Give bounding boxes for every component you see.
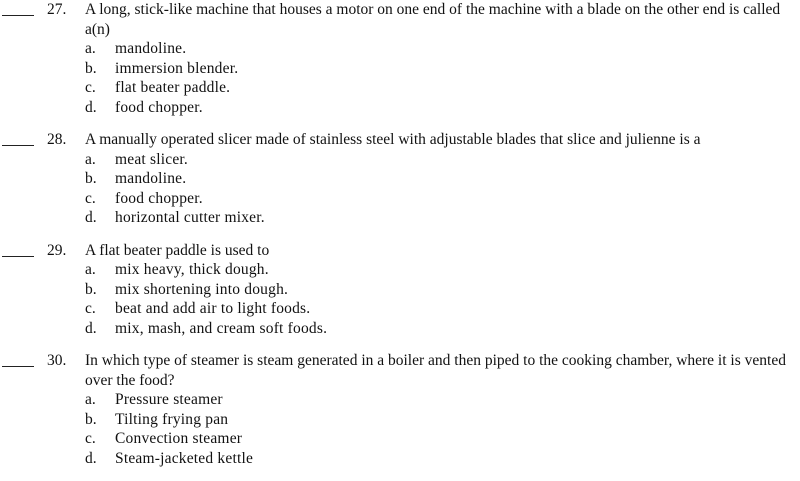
option-letter: b. — [85, 59, 97, 77]
question-number: 30. — [47, 352, 67, 369]
option-text: mandoline. — [115, 40, 187, 57]
option-letter: b. — [85, 410, 97, 428]
option-list — [0, 260, 800, 338]
option-letter: a. — [85, 40, 96, 57]
option-text: food chopper. — [115, 189, 203, 207]
answer-blank-line — [2, 366, 34, 367]
question-stem: A flat beater paddle is used to — [85, 241, 270, 259]
option-text: beat and add air to light foods. — [115, 300, 311, 317]
option-text: Tilting frying pan — [115, 410, 229, 428]
option-letter: c. — [85, 300, 96, 317]
question-29 — [0, 241, 800, 339]
question-header — [0, 351, 800, 390]
option-text: Pressure steamer — [115, 391, 223, 408]
option-text: Steam-jacketed kettle — [115, 449, 254, 467]
option-text: immersion blender. — [115, 59, 239, 77]
option-letter: a. — [85, 391, 96, 408]
option-text: meat slicer. — [115, 150, 188, 168]
question-header — [0, 0, 800, 39]
question-28 — [0, 130, 800, 228]
option-letter: b. — [85, 170, 97, 187]
question-stem: In which type of steamer is steam generated in a boiler and then piped to the cooking chamber, where it is vented over the food? — [85, 352, 786, 389]
option-letter: c. — [85, 79, 96, 96]
option-text: Convection steamer — [115, 430, 243, 447]
option-letter: d. — [85, 449, 97, 467]
option-b — [0, 169, 800, 189]
option-a — [0, 150, 800, 170]
answer-blank-line — [2, 15, 34, 16]
option-letter: b. — [85, 280, 97, 298]
answer-blank-line — [2, 256, 34, 257]
option-letter: d. — [85, 98, 97, 116]
option-letter: d. — [85, 319, 97, 337]
answer-blank-line — [2, 145, 34, 146]
option-b — [0, 410, 800, 430]
option-d — [0, 98, 800, 118]
option-a — [0, 39, 800, 59]
option-text: mix shortening into dough. — [115, 280, 289, 298]
question-number: 28. — [47, 131, 67, 148]
question-number: 27. — [47, 1, 67, 18]
question-header — [0, 241, 800, 261]
option-a — [0, 390, 800, 410]
option-c — [0, 189, 800, 209]
option-letter: a. — [85, 150, 96, 168]
question-number: 29. — [47, 241, 67, 259]
option-letter: c. — [85, 189, 96, 207]
option-c — [0, 78, 800, 98]
option-text: horizontal cutter mixer. — [115, 209, 265, 226]
option-text: flat beater paddle. — [115, 79, 231, 96]
option-text: food chopper. — [115, 98, 203, 116]
option-list — [0, 390, 800, 468]
option-letter: d. — [85, 209, 97, 226]
option-letter: a. — [85, 261, 96, 278]
question-stem: A manually operated slicer made of stainless steel with adjustable blades that slice and julienne is a — [85, 131, 701, 148]
option-text: mix heavy, thick dough. — [115, 261, 269, 278]
option-d — [0, 319, 800, 339]
option-list — [0, 150, 800, 228]
question-header — [0, 130, 800, 150]
option-c — [0, 429, 800, 449]
question-27 — [0, 0, 800, 117]
option-list — [0, 39, 800, 117]
option-text: mix, mash, and cream soft foods. — [115, 319, 328, 337]
option-b — [0, 280, 800, 300]
option-b — [0, 59, 800, 79]
option-letter: c. — [85, 430, 96, 447]
option-d — [0, 208, 800, 228]
option-a — [0, 260, 800, 280]
question-30 — [0, 351, 800, 468]
option-c — [0, 299, 800, 319]
option-text: mandoline. — [115, 170, 187, 187]
option-d — [0, 449, 800, 469]
question-stem: A long, stick-like machine that houses a motor on one end of the machine with a blade on the other end is called a(n) — [85, 1, 781, 38]
